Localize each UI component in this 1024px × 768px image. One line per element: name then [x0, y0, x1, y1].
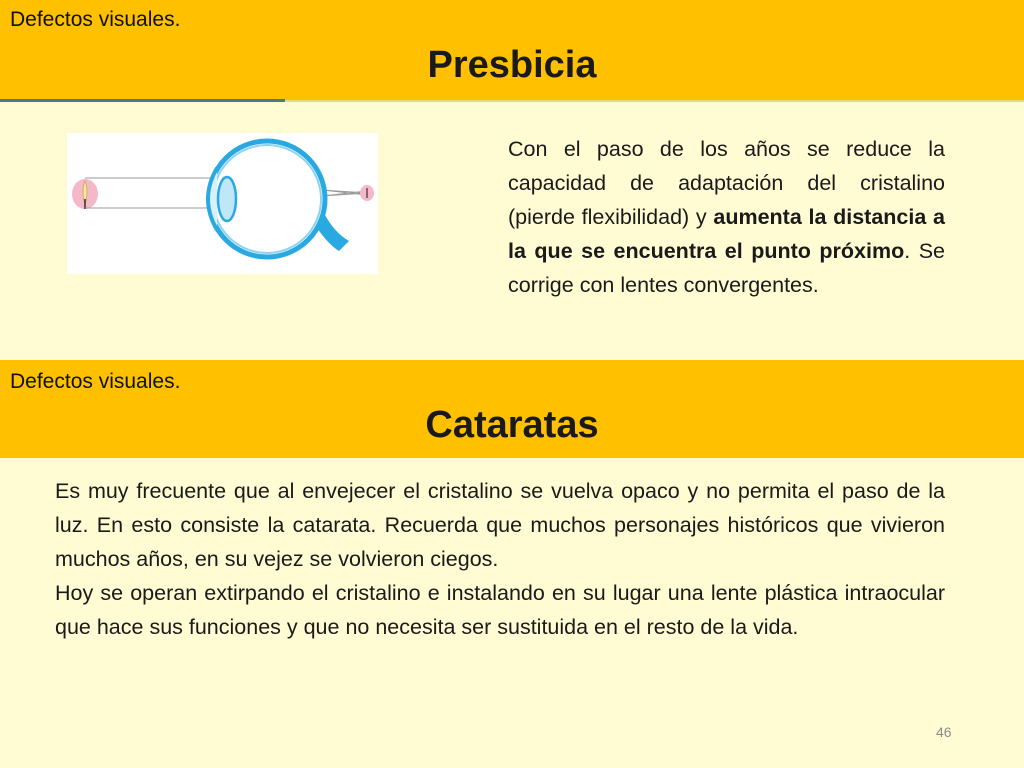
- image-point-icon: [360, 185, 374, 201]
- candle-object-icon: [72, 179, 98, 209]
- cataratas-paragraph-2: Hoy se operan extirpando el cristalino e instalando en su lugar una lente plástica intraocular que hace sus funciones y que no necesita ser sustituida en el resto de la vida.: [55, 581, 945, 639]
- cataratas-paragraph-1: Es muy frecuente que al envejecer el cristalino se vuelva opaco y no permita el paso de la luz. En esto consiste la catarata. Recuerda que muchos personajes históricos que vivieron muchos años, en su vejez se volvieron ciegos.: [55, 479, 945, 571]
- presbicia-description: [508, 132, 945, 302]
- slide-title-presbicia: Presbicia: [427, 44, 597, 86]
- section-kicker-2: Defectos visuales.: [10, 370, 181, 393]
- page-number: 46: [936, 724, 952, 740]
- presbicia-text-end: . Se corrige con lentes convergentes.: [508, 239, 945, 297]
- slide-title-cataratas: Cataratas: [425, 404, 599, 446]
- cataratas-description: [55, 474, 945, 644]
- presbyopia-eye-diagram: [67, 133, 378, 274]
- header-accent-line: [0, 99, 285, 102]
- eye-diagram-svg: [67, 133, 378, 274]
- presbicia-text-start: Con el paso de los años se reduce la capacidad de adaptación del cristalino (pierde flexibilidad) y: [508, 137, 945, 229]
- header-divider-line: [285, 100, 1024, 102]
- section-kicker-1: Defectos visuales.: [10, 8, 181, 31]
- presbicia-text-bold: aumenta la distancia a la que se encuentra el punto próximo: [508, 205, 945, 263]
- eyeball-icon: [208, 141, 349, 257]
